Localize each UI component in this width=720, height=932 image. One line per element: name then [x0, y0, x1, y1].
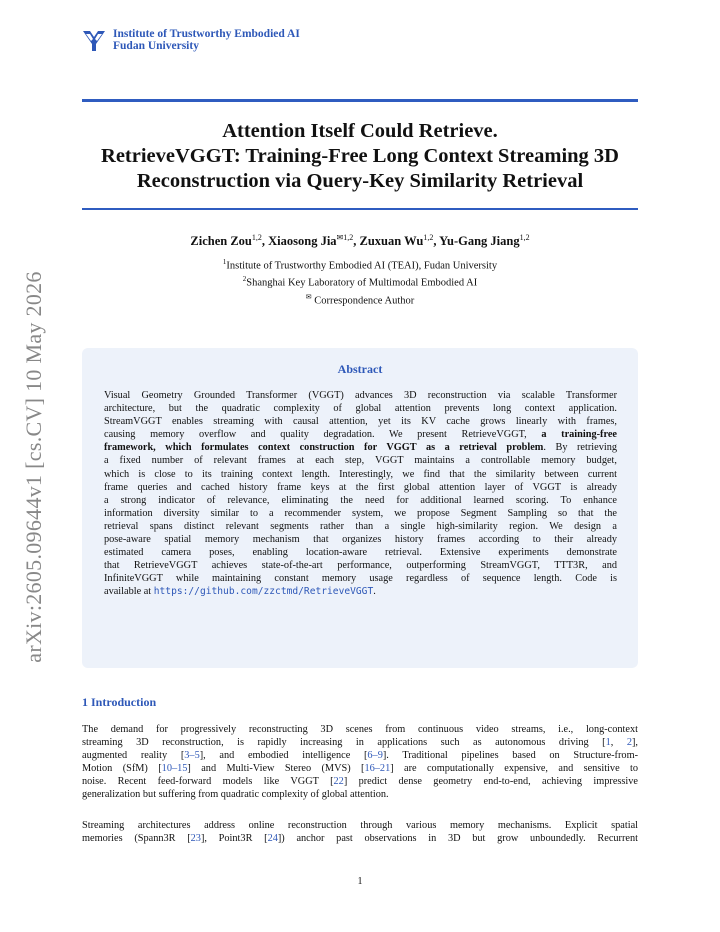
abstract-text: causing memory overflow and quality degradation. We present RetrieveVGGT,	[104, 429, 542, 441]
page-number: 1	[357, 876, 363, 887]
abstract-line: a strong indicator of relevance, eliminating the need for additional learned scoring. To enhance	[104, 494, 617, 506]
body-text: noise. Recent feed-forward models like VGGT [	[82, 776, 334, 788]
body-text: memories (Spann3R [	[82, 833, 191, 845]
abstract-body	[104, 389, 617, 599]
affil-marker: 1	[222, 258, 227, 266]
affil-text: Institute of Trustworthy Embodied AI (TEAI), Fudan University	[226, 260, 498, 272]
citation-link[interactable]: 2	[626, 737, 632, 749]
abstract-line: retrieval spans distinct relevant segments rather than a single high-similarity region. We design a	[104, 520, 617, 532]
title-line-2: RetrieveVGGT: Training-Free Long Context Streaming 3D	[101, 145, 619, 167]
body-line: Streaming architectures address online reconstruction through various memory mechanisms. Explicit spatial	[82, 820, 638, 831]
envelope-icon: ✉	[305, 293, 312, 301]
abstract-bold: a training-free	[541, 429, 617, 441]
citation-link[interactable]: 16–21	[364, 763, 391, 775]
abstract-line: frame queries and cached history frame keys at the first global attention layer of VGGT is already	[104, 481, 617, 493]
author-sep: ,	[261, 234, 269, 249]
correspondence-note	[82, 293, 638, 307]
body-line: generalization but suffering from quadratic complexity of global attention.	[82, 789, 389, 801]
author-list	[82, 233, 638, 249]
citation-link[interactable]: 3–5	[184, 750, 200, 762]
affiliation-1	[82, 258, 638, 272]
body-text: ], and embodied intelligence [	[199, 750, 368, 762]
citation-link[interactable]: 10–15	[161, 763, 188, 775]
teai-logo	[81, 27, 107, 53]
author-name: Zuxuan Wu	[359, 234, 424, 249]
author-affil: 1,2	[423, 233, 434, 242]
title-rule	[82, 208, 638, 210]
author-name: Xiaosong Jia	[268, 234, 337, 249]
arxiv-id: arXiv:2605.09644v1 [cs.CV] 10 May 2026	[21, 271, 46, 663]
author-affil: 1,2	[519, 233, 530, 242]
body-text: ]) anchor past observations in 3D but grow unboundedly. Recurrent	[277, 833, 638, 845]
intro-paragraph-1	[82, 723, 638, 802]
title-line-1: Attention Itself Could Retrieve.	[222, 120, 498, 142]
abstract-line: StreamVGGT enables streaming with causal attention, yet its KV cache grows linearly with frames,	[104, 416, 617, 428]
institute-name: Institute of Trustworthy Embodied AI	[113, 28, 300, 40]
abstract-line: that RetrieveVGGT achieves state-of-the-art performance, outperforming StreamVGGT, TTT3R, and	[104, 560, 617, 572]
citation-link[interactable]: 6–9	[367, 750, 383, 762]
intro-paragraph-2	[82, 819, 638, 845]
affil-text: Correspondence Author	[311, 295, 415, 307]
body-text: ] are computationally expensive, and sensitive to	[390, 763, 639, 775]
affiliation-2	[82, 275, 638, 289]
abstract-line: estimated camera poses, enabling location-aware retrieval. Extensive experiments demonstrate	[104, 547, 617, 559]
affil-marker: 2	[242, 275, 247, 283]
abstract-line	[104, 441, 617, 454]
affil-text: Shanghai Key Laboratory of Multimodal Embodied AI	[246, 277, 478, 289]
citation-link[interactable]: 23	[190, 833, 201, 845]
abstract-heading: Abstract	[337, 362, 383, 376]
institute-header	[113, 28, 300, 52]
body-line	[82, 749, 638, 762]
author-affil: ✉1,2	[336, 233, 354, 242]
section-heading-introduction: 1 Introduction	[82, 695, 157, 709]
body-text: Motion (SfM) [	[82, 763, 162, 775]
body-text: ,	[610, 737, 627, 749]
abstract-line: architecture, but the quadratic complexity of global attention prevents long context application.	[104, 403, 617, 415]
body-line	[82, 762, 638, 775]
body-text: ] and Multi-View Stereo (MVS) [	[187, 763, 365, 775]
citation-link[interactable]: 1	[605, 737, 611, 749]
body-text: ] predict dense geometry end-to-end, achieving impressive	[343, 776, 639, 788]
abstract-line: which is close to its training context length. Interestingly, we find that the similarity between current	[104, 468, 617, 480]
author-affil: 1,2	[251, 233, 262, 242]
abstract-line: Visual Geometry Grounded Transformer (VGGT) advances 3D reconstruction via scalable Transformer	[104, 390, 617, 401]
body-text: streaming 3D reconstruction, is rapidly increasing in applications such as autonomous driving [	[82, 737, 606, 749]
abstract-line	[104, 585, 617, 598]
abstract-bold: framework, which formulates context construction for VGGT as a retrieval problem	[104, 442, 544, 454]
top-rule	[82, 99, 638, 102]
body-text: ],	[631, 737, 638, 749]
paper-title	[82, 119, 638, 194]
abstract-text: available at	[104, 586, 154, 598]
arxiv-stamp	[22, 258, 46, 676]
abstract-line: pose-aware spatial memory mechanism that organizes history frames according to their already	[104, 534, 617, 546]
body-line	[82, 832, 638, 845]
author-sep: ,	[353, 234, 360, 249]
abstract-line: a fixed number of relevant frames at each step, VGGT maintains a controllable memory budget,	[104, 455, 617, 467]
body-line: The demand for progressively reconstructing 3D scenes from continuous video streams, i.e., long-context	[82, 724, 638, 735]
abstract-line	[104, 428, 617, 441]
body-line	[82, 775, 638, 788]
abstract-text: . By retrieving	[543, 442, 618, 454]
author-name: Zichen Zou	[190, 234, 252, 249]
abstract-line: InfiniteVGGT while maintaining constant memory usage regardless of sequence length. Code is	[104, 573, 617, 585]
citation-link[interactable]: 24	[267, 833, 278, 845]
author-sep: ,	[433, 234, 440, 249]
body-text: ], Point3R [	[200, 833, 268, 845]
title-line-3: Reconstruction via Query-Key Similarity Retrieval	[136, 170, 584, 192]
code-link[interactable]: https://github.com/zzctmd/RetrieveVGGT	[153, 586, 374, 598]
citation-link[interactable]: 22	[333, 776, 344, 788]
body-line	[82, 736, 638, 749]
abstract-line: information diversity similar to a recommender system, we propose Segment Sampling so that the	[104, 507, 617, 519]
body-text: augmented reality [	[82, 750, 185, 762]
body-text: ]. Traditional pipelines based on Structure-from-	[382, 750, 639, 762]
university-name: Fudan University	[113, 40, 199, 52]
author-name: Yu-Gang Jiang	[439, 234, 520, 249]
abstract-text: .	[373, 586, 376, 598]
